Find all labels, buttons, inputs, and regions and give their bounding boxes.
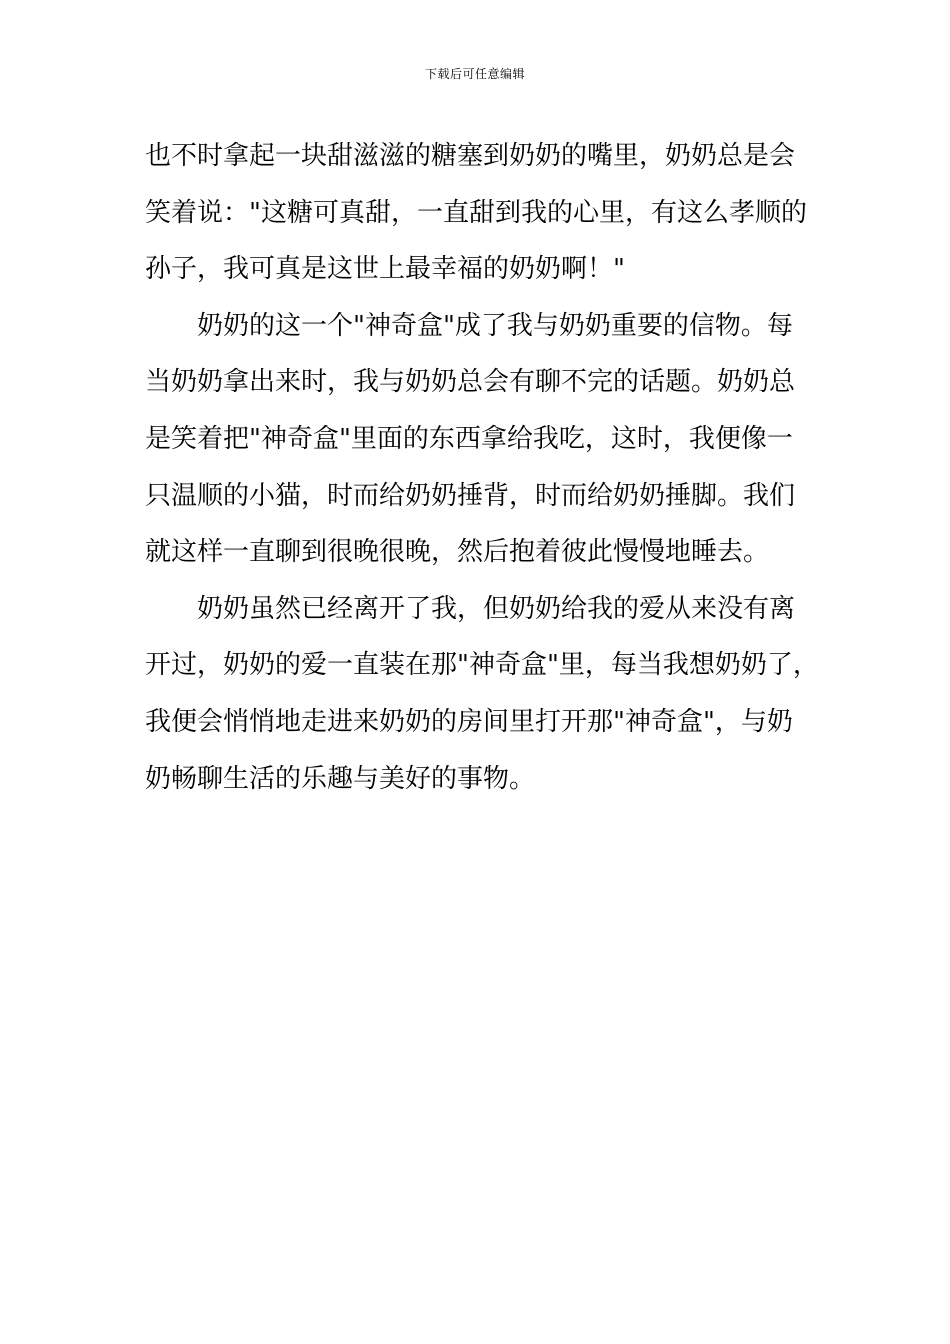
paragraph-2-line-2: 当奶奶拿出来时，我与奶奶总会有聊不完的话题。奶奶总 bbox=[145, 367, 796, 398]
paragraph-3-line-4: 奶畅聊生活的乐趣与美好的事物。 bbox=[145, 763, 536, 794]
paragraph-1-line-1: 也不时拿起一块甜滋滋的糖塞到奶奶的嘴里，奶奶总是会 bbox=[145, 141, 796, 171]
paragraph-2-line-1: 奶奶的这一个"神奇盒"成了我与奶奶重要的信物。每 bbox=[197, 310, 793, 341]
paragraph-2-line-4: 只温顺的小猫，时而给奶奶捶背，时而给奶奶捶脚。我们 bbox=[145, 480, 796, 511]
page-header: 下载后可任意编辑 bbox=[424, 67, 525, 81]
document-body bbox=[145, 128, 825, 807]
paragraph-3-line-3: 我便会悄悄地走进来奶奶的房间里打开那"神奇盒"，与奶 bbox=[145, 706, 793, 737]
paragraph-3-line-1: 奶奶虽然已经离开了我，但奶奶给我的爱从来没有离 bbox=[197, 593, 796, 624]
paragraph-1-line-3: 孙子，我可真是这世上最幸福的奶奶啊！" bbox=[145, 254, 625, 285]
paragraph-2-line-5: 就这样一直聊到很晚很晚，然后抱着彼此慢慢地睡去。 bbox=[145, 537, 770, 568]
paragraph-1-line-2: 笑着说："这糖可真甜，一直甜到我的心里，有这么孝顺的 bbox=[145, 197, 807, 228]
paragraph-2-line-3: 是笑着把"神奇盒"里面的东西拿给我吃，这时，我便像一 bbox=[145, 423, 793, 454]
paragraph-3-line-2: 开过，奶奶的爱一直装在那"神奇盒"里，每当我想奶奶了， bbox=[145, 650, 819, 681]
